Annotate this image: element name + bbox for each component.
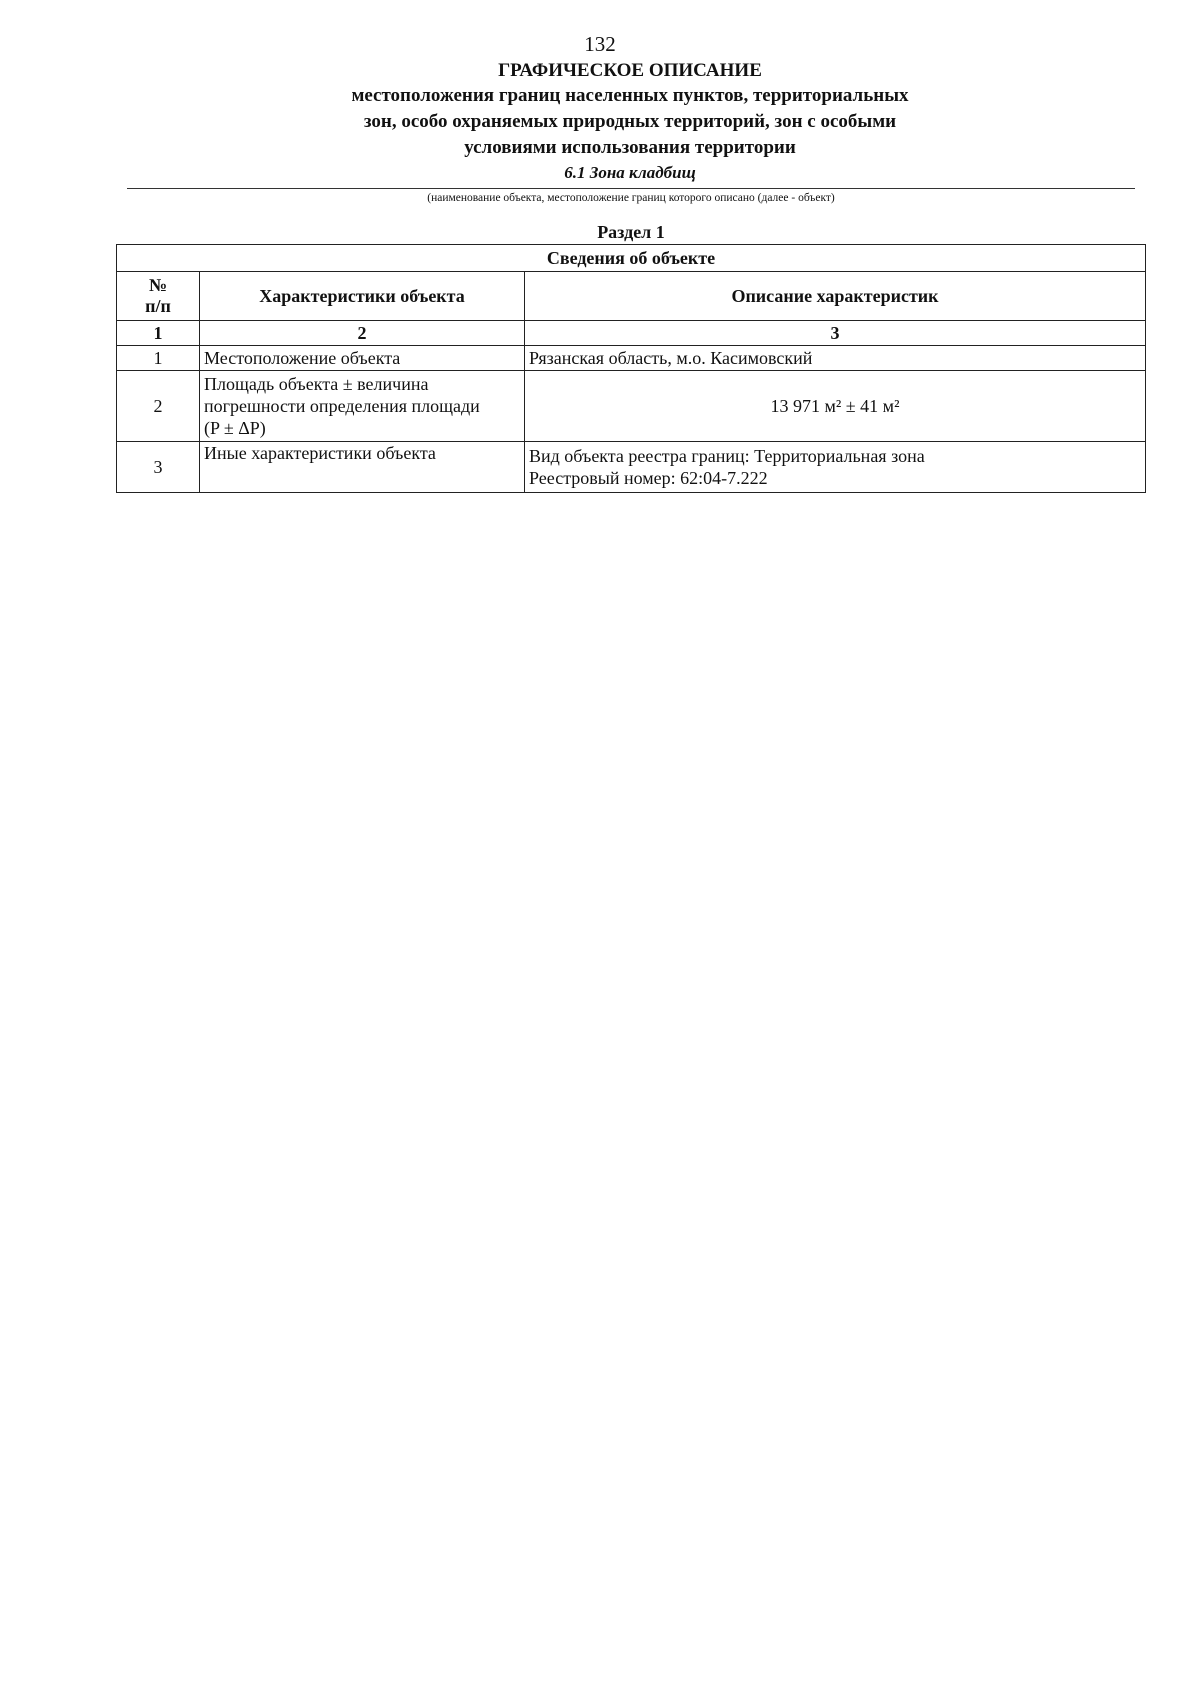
- row-num: 2: [117, 371, 200, 442]
- page-number: 132: [584, 32, 616, 56]
- row-description-line: Вид объекта реестра границ: Территориальная зона: [529, 446, 925, 466]
- row-characteristic-line: погрешности определения площади: [204, 396, 480, 416]
- object-info-table: [116, 244, 1146, 493]
- document-subtitle-line-1: местоположения границ населенных пунктов, территориальных: [351, 85, 909, 106]
- row-characteristic-line: Площадь объекта ± величина: [204, 374, 429, 394]
- document-title: ГРАФИЧЕСКОЕ ОПИСАНИЕ: [498, 60, 762, 81]
- column-number-row: [117, 321, 1146, 346]
- row-description-line: Реестровый номер: 62:04-7.222: [529, 468, 768, 488]
- row-characteristic: Местоположение объекта: [200, 346, 525, 371]
- column-header-description: Описание характеристик: [525, 272, 1146, 321]
- title-block: [200, 58, 1060, 161]
- column-header-num: [117, 272, 200, 321]
- column-header-num-text: № п/п: [145, 275, 171, 316]
- section-title: Раздел 1: [597, 222, 665, 242]
- object-name-underline: [127, 188, 1135, 189]
- column-number-3: 3: [525, 321, 1146, 346]
- row-characteristic-line: (P ± ΔP): [204, 418, 266, 438]
- table-row: [117, 442, 1146, 493]
- table-row: [117, 346, 1146, 371]
- row-description-line: Рязанская область, м.о. Касимовский: [529, 348, 813, 368]
- row-characteristic: [200, 371, 525, 442]
- row-num: 1: [117, 346, 200, 371]
- table-header-row: [117, 272, 1146, 321]
- table-row: [117, 371, 1146, 442]
- document-subtitle-line-3: условиями использования территории: [464, 137, 796, 158]
- row-characteristic: Иные характеристики объекта: [200, 442, 525, 493]
- row-description: 13 971 м² ± 41 м²: [525, 371, 1146, 442]
- document-subtitle-line-2: зон, особо охраняемых природных территорий, зон с особыми: [363, 111, 897, 132]
- row-description: [525, 346, 1146, 371]
- row-description: [525, 442, 1146, 493]
- column-number-1: 1: [117, 321, 200, 346]
- object-name: 6.1 Зона кладбищ: [564, 163, 696, 182]
- table-caption: Сведения об объекте: [117, 245, 1146, 272]
- column-number-2: 2: [200, 321, 525, 346]
- object-name-caption: (наименование объекта, местоположение границ которого описано (далее - объект): [427, 192, 835, 204]
- table-caption-row: [117, 245, 1146, 272]
- column-header-characteristic: Характеристики объекта: [200, 272, 525, 321]
- row-num: 3: [117, 442, 200, 493]
